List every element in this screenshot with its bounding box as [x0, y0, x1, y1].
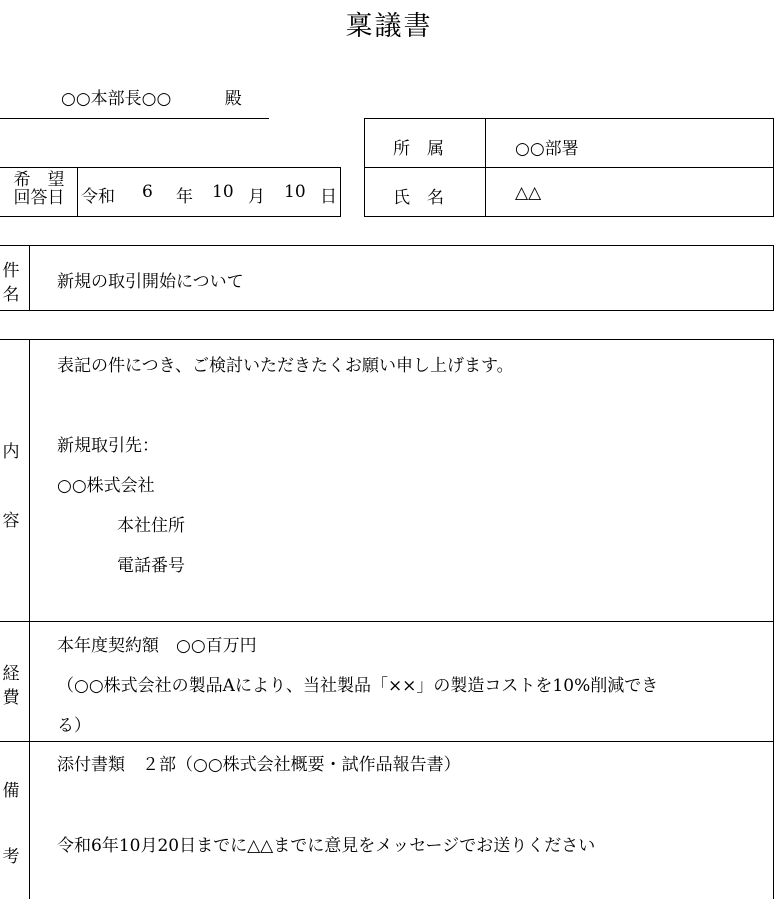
- expense-line: （○○株式会社の製品Aにより、当社製品「××」の製造コストを10%削減でき: [57, 676, 659, 696]
- name-value: △△: [515, 183, 542, 203]
- content-line: 表記の件につき、ご検討いただきたくお願い申し上げます。: [57, 356, 514, 376]
- name-label: 氏 名: [393, 188, 444, 208]
- addressee: [61, 84, 242, 109]
- expense-line: る）: [57, 716, 91, 736]
- remarks-line: 令和6年10月20日までに△△までに意見をメッセージでお送りください: [57, 836, 596, 856]
- reply-date-month-unit: 月: [248, 187, 265, 207]
- affiliation-label: 所 属: [393, 139, 444, 159]
- content-line: 新規取引先：: [57, 436, 159, 456]
- content-line: 電話番号: [117, 556, 185, 576]
- reply-date-era: 令和: [81, 187, 115, 207]
- reply-date-box: [0, 167, 341, 217]
- remarks-line: 添付書類 ２部（○○株式会社概要・試作品報告書）: [57, 755, 461, 775]
- applicant-box: [364, 118, 774, 217]
- document-title: 稟議書: [345, 11, 433, 42]
- expense-label-line2: 費: [2, 688, 20, 708]
- reply-date-month: 10: [212, 182, 234, 202]
- reply-date-day-unit: 日: [320, 187, 337, 207]
- remarks-label-line2: 考: [2, 847, 20, 867]
- subject-text: 新規の取引開始について: [57, 272, 244, 292]
- reply-date-year-unit: 年: [176, 187, 193, 207]
- addressee-underline: [0, 118, 269, 119]
- subject-label-line1: 件: [2, 261, 20, 281]
- reply-date-label-line1: 希 望: [13, 170, 65, 190]
- content-label-line1: 内: [2, 442, 20, 462]
- reply-date-day: 10: [284, 182, 306, 202]
- reply-date-label: [6, 172, 72, 208]
- content-line: ○○株式会社: [57, 476, 155, 496]
- addressee-name: ○○本部長○○: [61, 89, 172, 109]
- subject-box: [0, 245, 774, 311]
- remarks-label-line1: 備: [2, 781, 20, 801]
- reply-date-year: 6: [142, 182, 153, 202]
- affiliation-value: ○○部署: [515, 139, 579, 159]
- content-label-line2: 容: [2, 511, 20, 531]
- detail-table: [0, 339, 774, 899]
- reply-date-label-line2: 回答日: [13, 187, 65, 208]
- subject-label-line2: 名: [2, 285, 20, 305]
- expense-label-line1: 経: [2, 664, 20, 684]
- expense-line: 本年度契約額 ○○百万円: [57, 636, 257, 656]
- content-line: 本社住所: [117, 516, 185, 536]
- addressee-honorific: 殿: [224, 89, 242, 109]
